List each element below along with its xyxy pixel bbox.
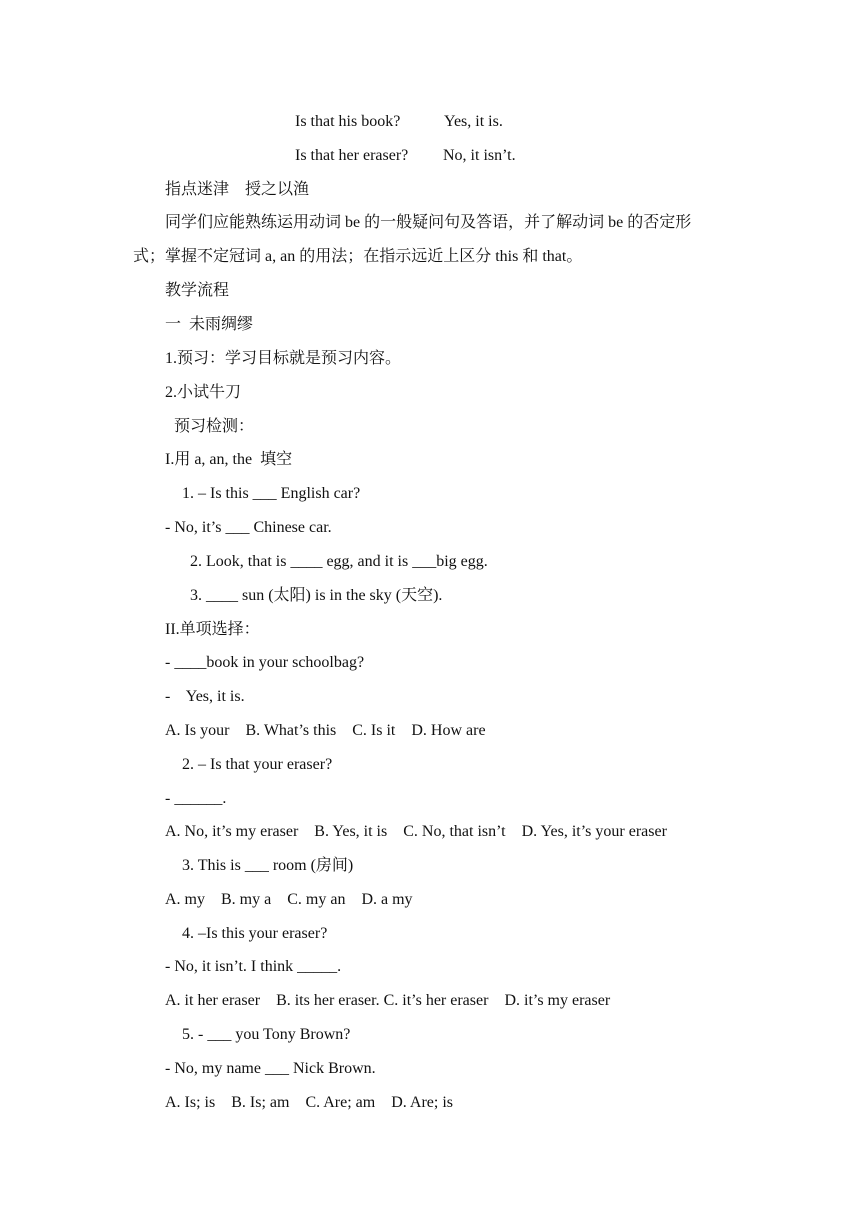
guide-paragraph-line-2: 式；掌握不定冠词 a, an 的用法；在指示远近上区分 this 和 that。 — [133, 248, 583, 265]
part1-title: I.用 a, an, the 填空 — [165, 451, 293, 468]
example-question-1: Is that his book? — [295, 113, 401, 130]
part2-question-2-options: A. No, it’s my eraser B. Yes, it is C. No, that isn’t D. Yes, it’s your eraser — [165, 823, 667, 840]
part1-question-1-reply: - No, it’s ___ Chinese car. — [165, 519, 332, 536]
part2-question-5-line-1: 5. - ___ you Tony Brown? — [182, 1026, 351, 1043]
part2-question-2-line-2: - ______. — [165, 790, 227, 807]
preview-item: 1.预习：学习目标就是预习内容。 — [165, 350, 402, 367]
part2-question-5-line-2: - No, my name ___ Nick Brown. — [165, 1060, 376, 1077]
part2-question-1-line-2: - Yes, it is. — [165, 688, 245, 705]
guide-heading: 指点迷津 授之以渔 — [165, 181, 310, 198]
part2-question-3-line-1: 3. This is ___ room (房间) — [182, 857, 354, 874]
practice-item: 2.小试牛刀 — [165, 384, 242, 401]
part1-question-1: 1. – Is this ___ English car? — [182, 485, 361, 502]
guide-paragraph-line-1: 同学们应能熟练运用动词 be 的一般疑问句及答语，并了解动词 be 的否定形 — [165, 214, 692, 231]
flow-heading: 教学流程 — [165, 282, 230, 299]
part2-question-3-options: A. my B. my a C. my an D. a my — [165, 891, 413, 908]
part1-question-3: 3. ____ sun (太阳) is in the sky (天空). — [190, 587, 443, 604]
section-heading-1: 一 未雨绸缪 — [165, 316, 254, 333]
example-question-2: Is that her eraser? — [295, 147, 409, 164]
part2-question-2-line-1: 2. – Is that your eraser? — [182, 756, 333, 773]
part2-question-4-line-2: - No, it isn’t. I think _____. — [165, 958, 342, 975]
example-answer-2: No, it isn’t. — [443, 147, 516, 164]
part2-title: II.单项选择： — [165, 621, 260, 638]
part2-question-5-options: A. Is; is B. Is; am C. Are; am D. Are; is — [165, 1094, 453, 1111]
example-answer-1: Yes, it is. — [444, 113, 503, 130]
part2-question-1-line-1: - ____book in your schoolbag? — [165, 654, 365, 671]
part2-question-4-line-1: 4. –Is this your eraser? — [182, 925, 328, 942]
part2-question-4-options: A. it her eraser B. its her eraser. C. it’s her eraser D. it’s my eraser — [165, 992, 611, 1009]
part2-question-1-options: A. Is your B. What’s this C. Is it D. How are — [165, 722, 486, 739]
preview-check-label: 预习检测： — [174, 418, 255, 435]
part1-question-2: 2. Look, that is ____ egg, and it is ___big egg. — [190, 553, 488, 570]
